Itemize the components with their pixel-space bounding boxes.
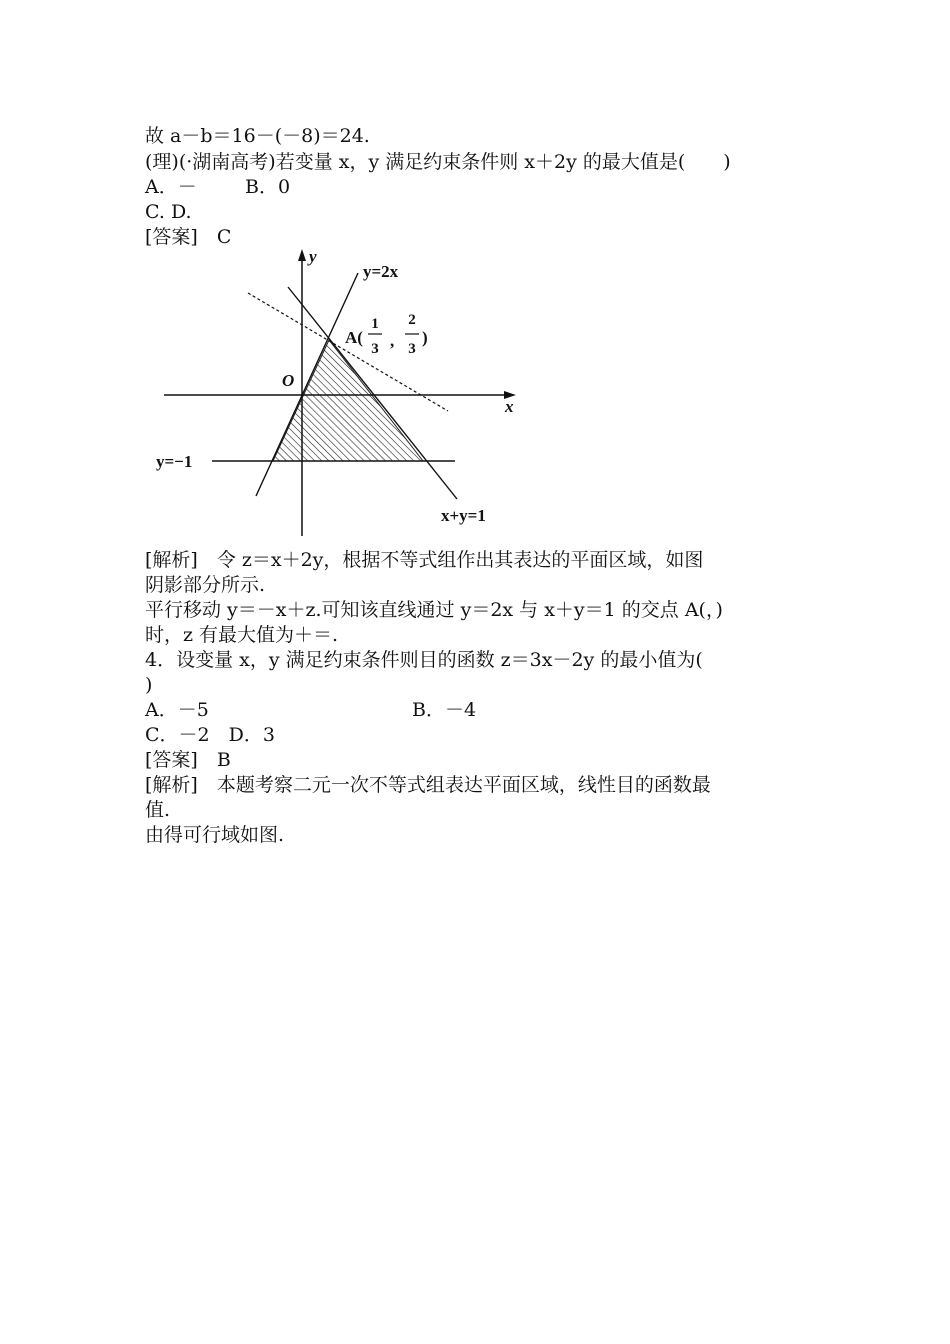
analysis-4-line-1: [解析] 本题考察二元一次不等式组表达平面区域，线性目的函数最 xyxy=(145,774,711,796)
question-3-options-cd: C. D. xyxy=(145,201,192,223)
text-line-1: 故 a－b＝16－(－8)＝24. xyxy=(145,125,370,147)
svg-text:2: 2 xyxy=(408,312,416,328)
answer-4: [答案] B xyxy=(145,749,231,771)
answer-3: [答案] C xyxy=(145,226,232,248)
option-b: B．0 xyxy=(245,176,291,198)
line-x-plus-y-1-label: x+y=1 xyxy=(441,506,486,525)
shaded-region xyxy=(273,340,423,461)
analysis-3-line-1: [解析] 令 z＝x＋2y，根据不等式组作出其表达的平面区域，如图 xyxy=(145,549,704,571)
svg-text:1: 1 xyxy=(371,316,379,332)
option-b: B．－4 xyxy=(412,699,477,721)
y-axis-label: y xyxy=(309,247,317,266)
question-3-stem: (理)(·湖南高考)若变量 x，y 满足约束条件则 x＋2y 的最大值是( ) xyxy=(145,151,731,173)
origin-label: O xyxy=(282,371,295,390)
point-a-label xyxy=(345,312,428,357)
svg-text:3: 3 xyxy=(408,341,416,357)
analysis-4-line-3: 由得可行域如图. xyxy=(145,824,285,846)
feasible-region-figure xyxy=(150,240,530,540)
svg-text:,: , xyxy=(390,331,395,350)
line-y-2x-label: y=2x xyxy=(363,262,399,281)
question-3-options-ab xyxy=(145,175,810,199)
option-a: A．－5 xyxy=(145,699,209,721)
svg-text:): ) xyxy=(422,328,428,347)
svg-text:A(: A( xyxy=(345,328,363,347)
question-4-stem: 4．设变量 x，y 满足约束条件则目的函数 z＝3x－2y 的最小值为( xyxy=(145,649,703,671)
x-axis-label: x xyxy=(505,397,514,416)
analysis-3-line-2: 阴影部分所示. xyxy=(145,574,266,596)
question-4-stem-cont: ) xyxy=(145,674,153,696)
y-axis-arrow xyxy=(298,249,306,261)
analysis-3-line-4: 时，z 有最大值为＋＝. xyxy=(145,624,339,646)
question-4-options-cd: C．－2 D．3 xyxy=(145,724,275,746)
analysis-3-line-3: 平行移动 y＝－x＋z.可知该直线通过 y＝2x 与 x＋y＝1 的交点 A(，) xyxy=(145,599,723,621)
line-y-minus-1-label: y=−1 xyxy=(156,452,193,471)
svg-text:3: 3 xyxy=(371,341,379,357)
figure-svg xyxy=(150,240,530,540)
analysis-4-line-2: 值. xyxy=(145,799,171,821)
question-4-options-ab xyxy=(145,698,810,722)
option-a: A．－ xyxy=(145,176,197,198)
